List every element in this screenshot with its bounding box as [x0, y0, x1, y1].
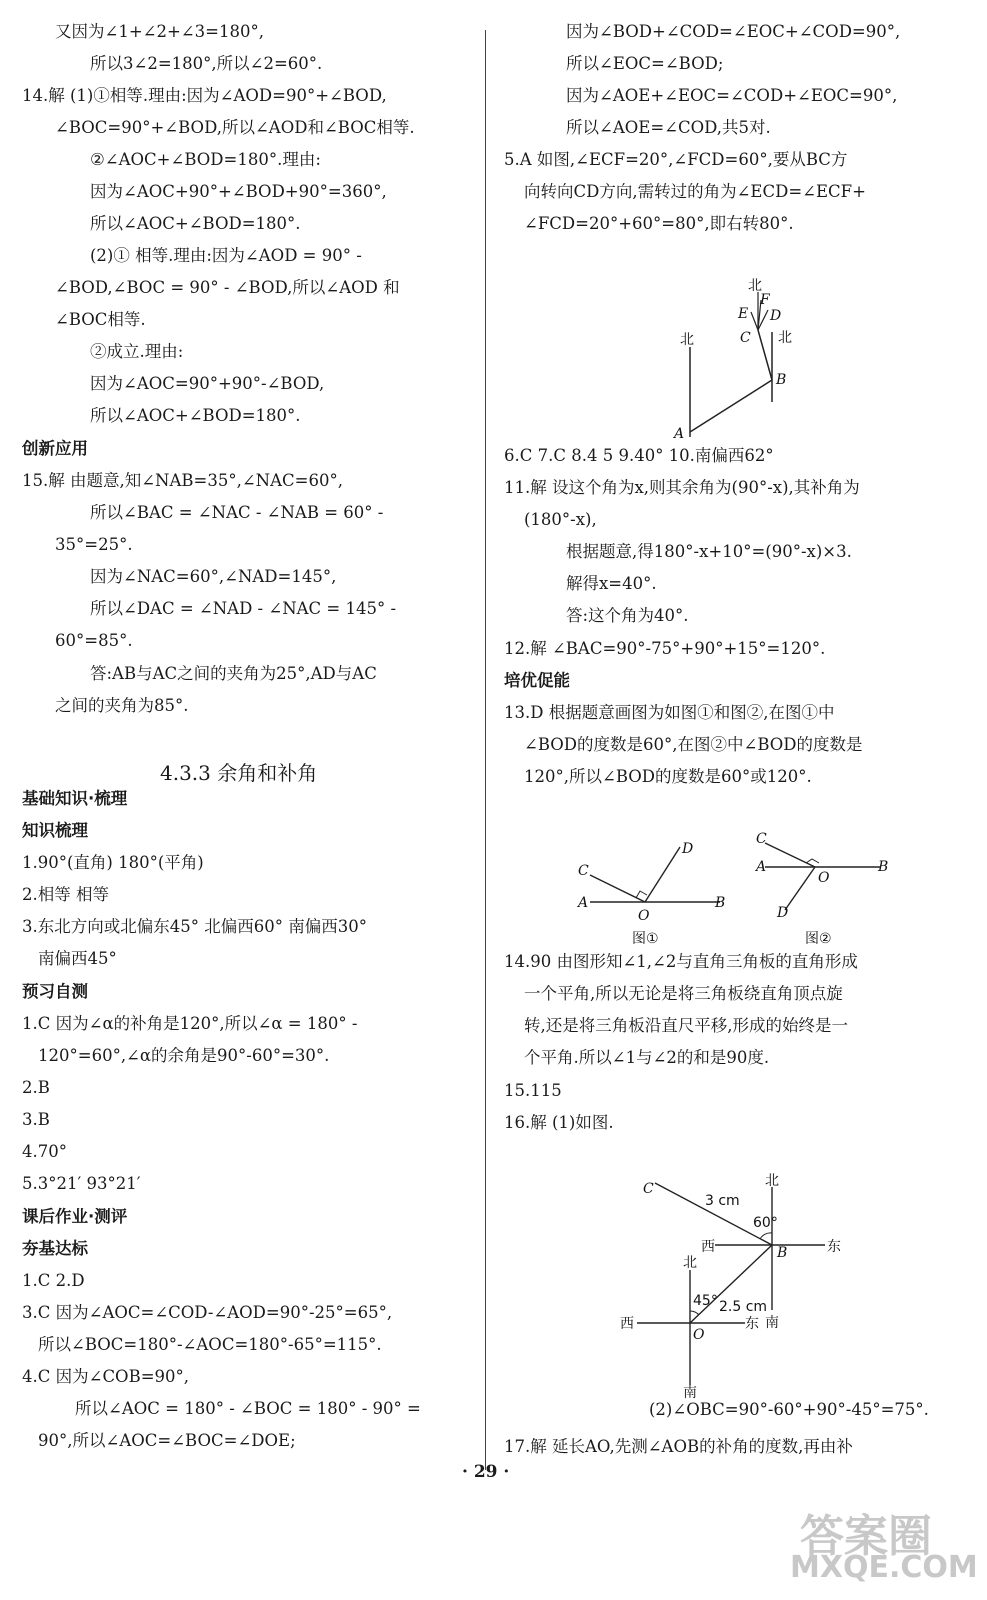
fig5-north-3: 北: [778, 330, 792, 346]
fig5-label-A: A: [674, 426, 685, 442]
section-heading: 预习自测: [22, 982, 88, 1001]
fig16-angle-45: 45°: [693, 1293, 718, 1309]
text-line: 60°=85°.: [55, 631, 133, 650]
text-line: 答:这个角为40°.: [566, 606, 689, 625]
fig13-caption-2: 图②: [805, 931, 832, 947]
fig16-west-b: 西: [701, 1239, 715, 1255]
fig5-label-E: E: [738, 306, 749, 322]
text-line: 根据题意,得180°-x+10°=(90°-x)×3.: [566, 542, 852, 561]
text-line: 16.解 (1)如图.: [504, 1113, 614, 1132]
fig13-2-D: D: [777, 905, 789, 921]
fig5-label-B: B: [776, 372, 787, 388]
text-line: 90°,所以∠AOC=∠BOC=∠DOE;: [38, 1431, 296, 1450]
text-line: 又因为∠1+∠2+∠3=180°,: [55, 22, 264, 41]
text-line: 15.115: [504, 1081, 562, 1100]
text-line: 所以∠BAC = ∠NAC - ∠NAB = 60° -: [90, 503, 384, 522]
text-line: 因为∠AOE+∠EOC=∠COD+∠EOC=90°,: [566, 86, 898, 105]
watermark-logo: 答案圈: [800, 1511, 932, 1562]
text-line: 之间的夹角为85°.: [55, 696, 189, 715]
text-line: 所以∠AOC = 180° - ∠BOC = 180° - 90° =: [75, 1399, 421, 1418]
fig16-label-O: O: [693, 1327, 705, 1343]
fig16-west-o: 西: [620, 1316, 634, 1332]
text-line: 1.C 因为∠α的补角是120°,所以∠α = 180° -: [22, 1014, 358, 1033]
section-heading: 课后作业·测评: [22, 1207, 128, 1226]
text-line: (2)∠OBC=90°-60°+90°-45°=75°.: [649, 1400, 929, 1419]
fig13-2-O: O: [818, 870, 830, 886]
text-line: 6.C 7.C 8.4 5 9.40° 10.南偏西62°: [504, 446, 774, 465]
text-line: 因为∠NAC=60°,∠NAD=145°,: [90, 567, 337, 586]
text-line: 11.解 设这个角为x,则其余角为(90°-x),其补角为: [504, 478, 860, 497]
fig5-north-1: 北: [680, 332, 694, 348]
fig16-label-C: C: [643, 1181, 654, 1197]
section-heading: 培优促能: [504, 671, 570, 690]
text-line: ∠BOC=90°+∠BOD,所以∠AOD和∠BOC相等.: [55, 118, 415, 137]
text-line: 13.D 根据题意画图为如图①和图②,在图①中: [504, 703, 835, 722]
text-line: 所以∠AOC+∠BOD=180°.: [90, 406, 301, 425]
text-line: 3.C 因为∠AOC=∠COD-∠AOD=90°-25°=65°,: [22, 1303, 393, 1322]
text-line: 所以∠AOE=∠COD,共5对.: [566, 118, 771, 137]
text-line: (2)① 相等.理由:因为∠AOD = 90° -: [90, 246, 362, 265]
text-line: 120°=60°,∠α的余角是90°-60°=30°.: [38, 1046, 330, 1065]
text-line: 5.3°21′ 93°21′: [22, 1174, 141, 1193]
fig5-north-2: 北: [748, 278, 762, 294]
text-line: (180°-x),: [524, 510, 597, 529]
text-line: 所以3∠2=180°,所以∠2=60°.: [90, 54, 323, 73]
text-line: 转,还是将三角板沿直尺平移,形成的始终是一: [524, 1016, 848, 1035]
text-line: ∠BOD的度数是60°,在图②中∠BOD的度数是: [524, 735, 863, 754]
text-line: 5.A 如图,∠ECF=20°,∠FCD=60°,要从BC方: [504, 150, 848, 169]
fig16-angle-60: 60°: [753, 1215, 778, 1231]
text-line: 南偏西45°: [38, 949, 117, 968]
fig13-1-C: C: [578, 863, 589, 879]
fig13-2-C: C: [756, 831, 767, 847]
text-line: 14.90 由图形知∠1,∠2与直角三角板的直角形成: [504, 952, 858, 971]
fig16-north-o: 北: [683, 1255, 697, 1271]
fig13-caption-1: 图①: [632, 931, 659, 947]
text-line: 因为∠AOC=90°+90°-∠BOD,: [90, 374, 325, 393]
fig16-south-b: 南: [765, 1315, 779, 1331]
fig13-1-B: B: [715, 895, 726, 911]
text-line: 所以∠DAC = ∠NAD - ∠NAC = 145° -: [90, 599, 397, 618]
text-line: ∠FCD=20°+60°=80°,即右转80°.: [524, 214, 794, 233]
figure-q13: [570, 825, 910, 950]
text-line: 所以∠AOC+∠BOD=180°.: [90, 214, 301, 233]
text-line: 1.C 2.D: [22, 1271, 85, 1290]
text-line: 12.解 ∠BAC=90°-75°+90°+15°=120°.: [504, 639, 826, 658]
text-line: 向转向CD方向,需转过的角为∠ECD=∠ECF+: [524, 182, 866, 201]
fig5-label-D: D: [770, 308, 782, 324]
figure-q16: [615, 1165, 855, 1400]
text-line: 因为∠AOC+90°+∠BOD+90°=360°,: [90, 182, 387, 201]
text-line: ∠BOD,∠BOC = 90° - ∠BOD,所以∠AOD 和: [55, 278, 400, 297]
text-line: 因为∠BOD+∠COD=∠EOC+∠COD=90°,: [566, 22, 901, 41]
section-title: 4.3.3 余角和补角: [160, 761, 318, 785]
column-divider: [485, 30, 486, 1470]
fig5-label-C: C: [740, 330, 751, 346]
text-line: 35°=25°.: [55, 535, 133, 554]
fig16-north-b: 北: [765, 1173, 779, 1189]
text-line: 17.解 延长AO,先测∠AOB的补角的度数,再由补: [504, 1437, 853, 1456]
text-line: ∠BOC相等.: [55, 310, 146, 329]
fig16-east-b: 东: [827, 1239, 841, 1255]
text-line: 一个平角,所以无论是将三角板绕直角顶点旋: [524, 984, 843, 1003]
fig16-east-o: 东: [745, 1316, 759, 1332]
fig13-2-B: B: [878, 859, 889, 875]
text-line: 所以∠EOC=∠BOD;: [566, 54, 724, 73]
text-line: 15.解 由题意,知∠NAB=35°,∠NAC=60°,: [22, 471, 343, 490]
section-heading: 知识梳理: [22, 821, 88, 840]
section-heading: 创新应用: [22, 439, 88, 458]
fig13-1-A: A: [578, 895, 589, 911]
text-line: 答:AB与AC之间的夹角为25°,AD与AC: [90, 664, 377, 683]
watermark-url: MXQE.COM: [790, 1550, 978, 1585]
figure-q5: [660, 272, 810, 452]
section-heading: 基础知识·梳理: [22, 789, 128, 808]
fig16-length-3cm: 3 cm: [705, 1193, 740, 1209]
text-line: 3.B: [22, 1110, 50, 1129]
fig16-length-2-5cm: 2.5 cm: [719, 1299, 768, 1315]
text-line: 2.B: [22, 1078, 50, 1097]
text-line: ②成立.理由:: [90, 342, 184, 361]
text-line: 所以∠BOC=180°-∠AOC=180°-65°=115°.: [38, 1335, 382, 1354]
text-line: 14.解 (1)①相等.理由:因为∠AOD=90°+∠BOD,: [22, 86, 387, 105]
text-line: 个平角.所以∠1与∠2的和是90度.: [524, 1048, 770, 1067]
fig13-1-O: O: [638, 908, 650, 924]
fig16-south-o: 南: [683, 1385, 697, 1400]
section-heading: 夯基达标: [22, 1239, 88, 1258]
text-line: 4.C 因为∠COB=90°,: [22, 1367, 190, 1386]
text-line: 1.90°(直角) 180°(平角): [22, 853, 204, 872]
fig13-2-A: A: [756, 859, 767, 875]
text-line: ②∠AOC+∠BOD=180°.理由:: [90, 150, 321, 169]
fig5-label-F: F: [760, 292, 770, 308]
text-line: 3.东北方向或北偏东45° 北偏西60° 南偏西30°: [22, 917, 367, 936]
text-line: 2.相等 相等: [22, 885, 109, 904]
page-number: · 29 ·: [462, 1462, 510, 1482]
fig16-label-B: B: [777, 1245, 788, 1261]
fig13-1-D: D: [682, 841, 694, 857]
text-line: 解得x=40°.: [566, 574, 657, 593]
text-line: 120°,所以∠BOD的度数是60°或120°.: [524, 767, 812, 786]
text-line: 4.70°: [22, 1142, 67, 1161]
